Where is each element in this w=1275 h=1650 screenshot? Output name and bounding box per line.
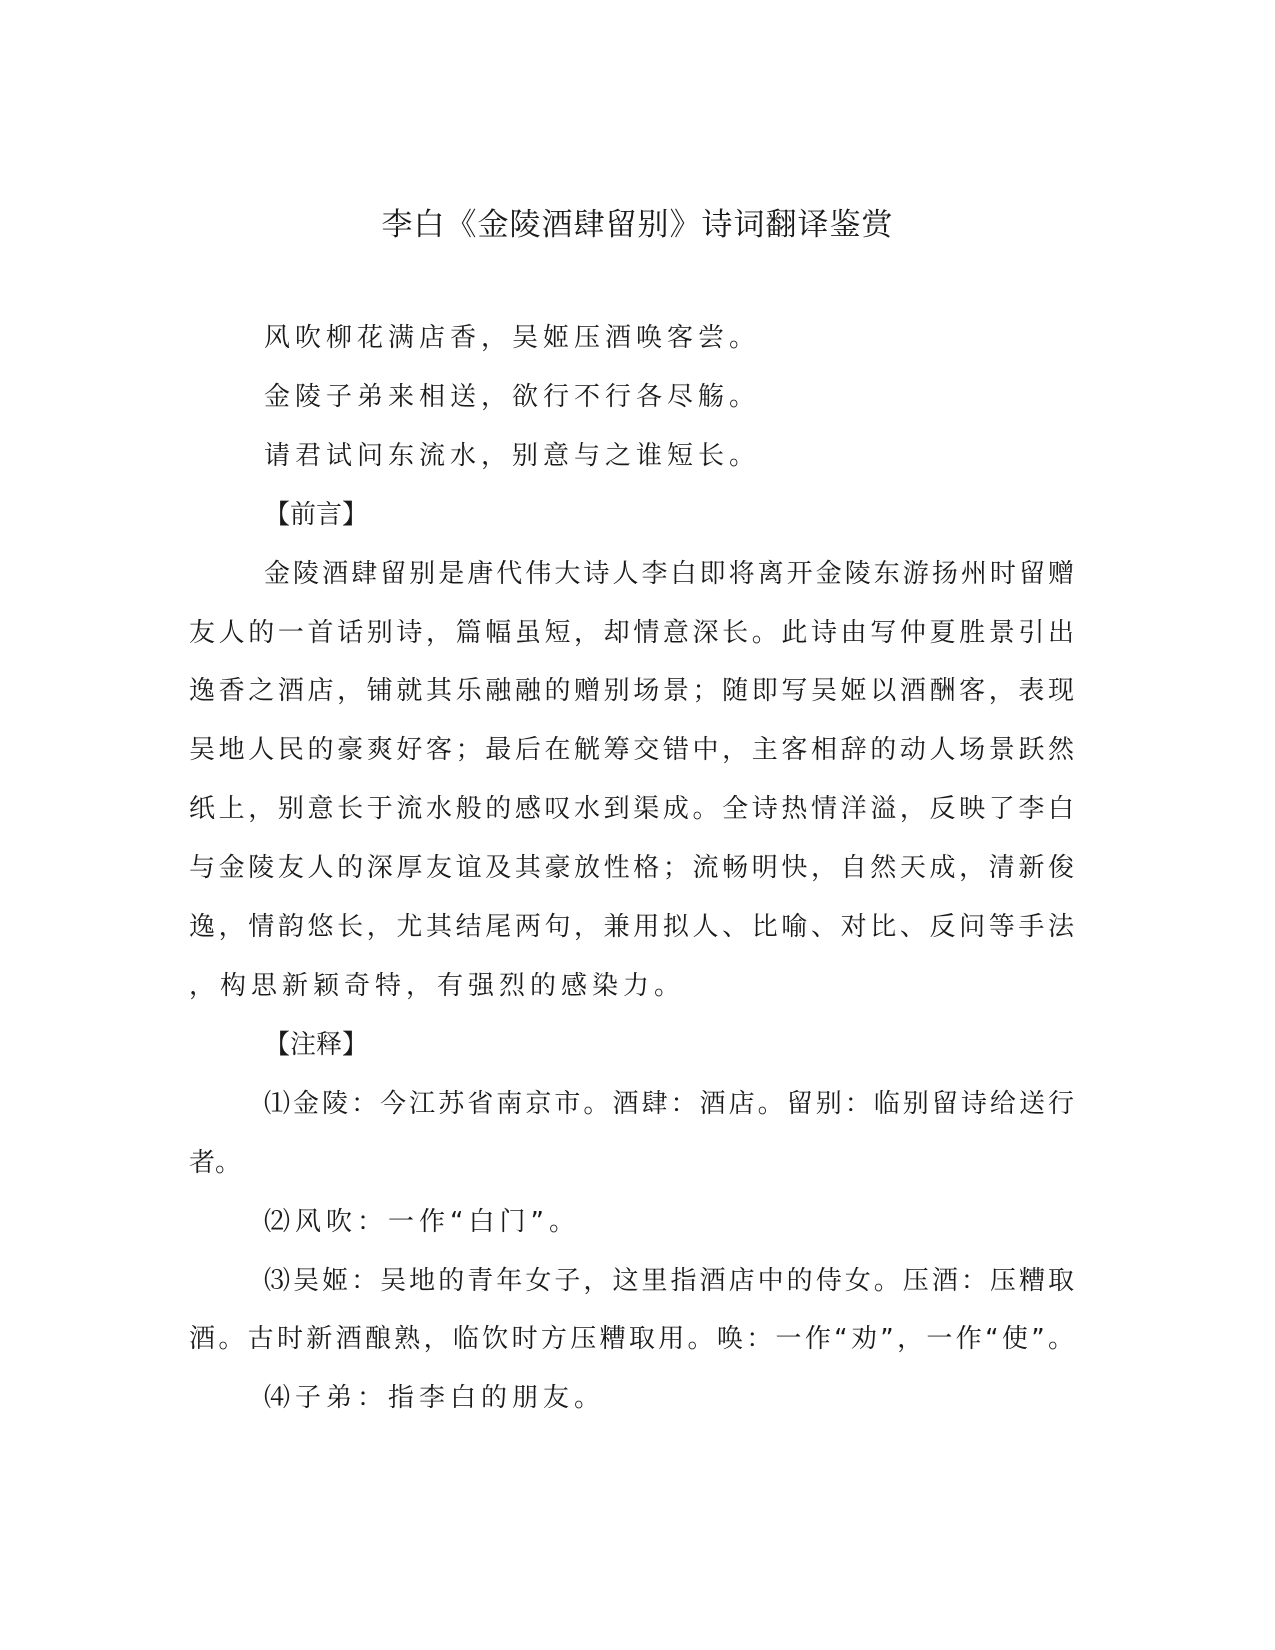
notes-heading: 【注释】 (264, 1030, 369, 1060)
preface-line-3: 逸香之酒店，铺就其乐融融的赠别场景；随即写吴姬以酒酬客，表现 (189, 676, 1074, 706)
poem-line-2: 金陵子弟来相送，欲行不行各尽觞。 (264, 382, 761, 412)
preface-line-4: 吴地人民的豪爽好客；最后在觥筹交错中，主客相辞的动人场景跃然 (189, 735, 1074, 765)
preface-line-1: 金陵酒肆留别是唐代伟大诗人李白即将离开金陵东游扬州时留赠 (264, 559, 1074, 589)
preface-line-8: ，构思新颖奇特，有强烈的感染力。 (189, 971, 686, 1001)
note-1-line-1: ⑴金陵：今江苏省南京市。酒肆：酒店。留别：临别留诗给送行 (264, 1089, 1074, 1119)
preface-heading: 【前言】 (264, 500, 369, 530)
preface-line-7: 逸，情韵悠长，尤其结尾两句，兼用拟人、比喻、对比、反问等手法 (189, 912, 1074, 942)
preface-line-6: 与金陵友人的深厚友谊及其豪放性格；流畅明快，自然天成，清新俊 (189, 853, 1074, 883)
poem-line-1: 风吹柳花满店香，吴姬压酒唤客尝。 (264, 323, 761, 353)
note-2: ⑵风吹：一作“白门”。 (264, 1207, 580, 1237)
page-title: 李白《金陵酒肆留别》诗词翻译鉴赏 (381, 207, 894, 243)
poem-line-3: 请君试问东流水，别意与之谁短长。 (264, 441, 761, 471)
preface-line-5: 纸上，别意长于流水般的感叹水到渠成。全诗热情洋溢，反映了李白 (189, 794, 1074, 824)
note-3-line-2: 酒。古时新酒酿熟，临饮时方压糟取用。唤：一作“劝”，一作“使”。 (189, 1324, 1074, 1354)
note-1-line-2: 者。 (189, 1148, 242, 1178)
note-4: ⑷子弟：指李白的朋友。 (264, 1383, 606, 1413)
note-3-line-1: ⑶吴姬：吴地的青年女子，这里指酒店中的侍女。压酒：压糟取 (264, 1266, 1074, 1296)
preface-line-2: 友人的一首话别诗，篇幅虽短，却情意深长。此诗由写仲夏胜景引出 (189, 618, 1074, 648)
